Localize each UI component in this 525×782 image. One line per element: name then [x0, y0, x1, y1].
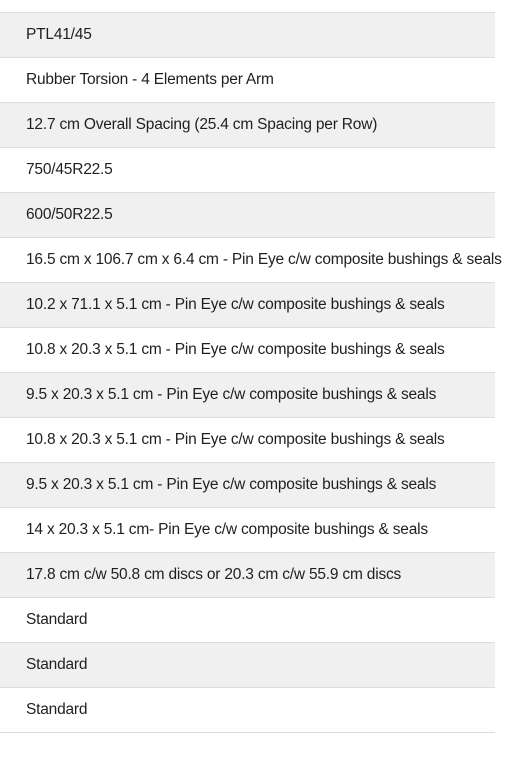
spec-row	[0, 148, 495, 193]
spec-row	[0, 58, 495, 103]
spec-row	[0, 193, 495, 238]
spec-value: Rubber Torsion - 4 Elements per Arm	[26, 71, 274, 88]
spec-value: 750/45R22.5	[26, 161, 113, 178]
spec-value: Standard	[26, 611, 88, 628]
spec-value: 10.2 x 71.1 x 5.1 cm - Pin Eye c/w composite bushings & seals	[26, 296, 445, 313]
spec-value: 17.8 cm c/w 50.8 cm discs or 20.3 cm c/w 55.9 cm discs	[26, 566, 402, 583]
spec-value: 600/50R22.5	[26, 206, 113, 223]
spec-row	[0, 283, 495, 328]
spec-value: 9.5 x 20.3 x 5.1 cm - Pin Eye c/w composite bushings & seals	[26, 386, 437, 403]
spec-row	[0, 463, 495, 508]
spec-row	[0, 598, 495, 643]
spec-value: 10.8 x 20.3 x 5.1 cm - Pin Eye c/w composite bushings & seals	[26, 341, 445, 358]
spec-row	[0, 373, 495, 418]
spec-row	[0, 643, 495, 688]
spec-row	[0, 103, 495, 148]
spec-row	[0, 688, 495, 733]
spec-row	[0, 418, 495, 463]
spec-value: 9.5 x 20.3 x 5.1 cm - Pin Eye c/w composite bushings & seals	[26, 476, 437, 493]
spec-value: 16.5 cm x 106.7 cm x 6.4 cm - Pin Eye c/w composite bushings & seals	[26, 251, 502, 268]
spec-value: Standard	[26, 656, 88, 673]
spec-value: PTL41/45	[26, 26, 92, 43]
spec-row	[0, 328, 495, 373]
spec-row	[0, 508, 495, 553]
spec-value: 12.7 cm Overall Spacing (25.4 cm Spacing per Row)	[26, 116, 378, 133]
spec-value: 10.8 x 20.3 x 5.1 cm - Pin Eye c/w composite bushings & seals	[26, 431, 445, 448]
spec-value: 14 x 20.3 x 5.1 cm- Pin Eye c/w composite bushings & seals	[26, 521, 428, 538]
spec-row	[0, 238, 502, 283]
spec-value: Standard	[26, 701, 88, 718]
spec-table	[0, 12, 502, 733]
spec-row	[0, 553, 495, 598]
spec-row	[0, 13, 495, 58]
